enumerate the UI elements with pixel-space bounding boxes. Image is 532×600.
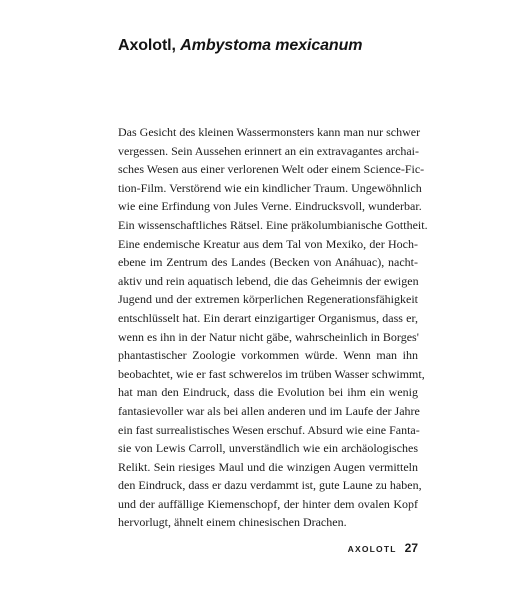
- text-line: Ein wissenschaftliches Rätsel. Eine präkolumbianische Gottheit.: [118, 217, 428, 232]
- page-number: 27: [404, 541, 418, 555]
- heading-common-name: Axolotl,: [118, 37, 176, 54]
- text-line: tion-Film. Verstörend wie ein kindlicher Traum. Ungewöhnlich: [118, 180, 422, 195]
- running-head: AXOLOTL: [347, 544, 397, 554]
- text-line: sie von Lewis Carroll, unverständlich wie ein archäologisches: [118, 441, 418, 456]
- text-line: vergessen. Sein Aussehen erinnert an ein extravagantes archai-: [118, 143, 419, 158]
- text-line: wenn es ihn in der Natur nicht gäbe, wahrscheinlich in Borges': [118, 329, 419, 344]
- text-line: entschlüsselt hat. Ein derart einzigartiger Organismus, dass er,: [118, 310, 418, 325]
- entry-heading: [118, 37, 362, 55]
- text-line: Eine endemische Kreatur aus dem Tal von Mexiko, der Hoch-: [118, 236, 418, 251]
- text-line: hervorlugt, ähnelt einem chinesischen Drachen.: [118, 515, 347, 530]
- text-line: beobachtet, wie er fast schwerelos im trüben Wasser schwimmt,: [118, 366, 425, 381]
- body-paragraph: [118, 123, 428, 532]
- page-footer: [337, 541, 418, 555]
- text-line: ein fast surrealistisches Wesen erschuf. Absurd wie eine Fanta-: [118, 422, 420, 437]
- text-line: ebene im Zentrum des Landes (Becken von Anáhuac), nacht-: [118, 255, 418, 270]
- text-line: Das Gesicht des kleinen Wassermonsters kann man nur schwer: [118, 125, 421, 139]
- text-line: und der auffällige Kiemenschopf, der hinter dem ovalen Kopf: [118, 496, 418, 511]
- text-line: fantasievoller war als bei allen anderen und im Laufe der Jahre: [118, 403, 420, 418]
- text-line: phantastischer Zoologie vorkommen würde. Wenn man ihn: [118, 348, 418, 363]
- text-line: hat man den Eindruck, dass die Evolution bei ihm ein wenig: [118, 385, 418, 400]
- text-line: den Eindruck, dass er dazu verdammt ist, gute Laune zu haben,: [118, 478, 422, 493]
- text-line: sches Wesen aus einer verlorenen Welt oder einem Science-Fic-: [118, 162, 425, 177]
- text-line: aktiv und rein aquatisch lebend, die das Geheimnis der ewigen: [118, 273, 419, 288]
- text-line: Jugend und der extremen körperlichen Regenerationsfähigkeit: [118, 292, 418, 307]
- text-line: wie eine Erfindung von Jules Verne. Eindrucksvoll, wunderbar.: [118, 199, 422, 214]
- text-line: Relikt. Sein riesiges Maul und die winzigen Augen vermitteln: [118, 459, 418, 474]
- heading-species-name: Ambystoma mexicanum: [180, 37, 363, 54]
